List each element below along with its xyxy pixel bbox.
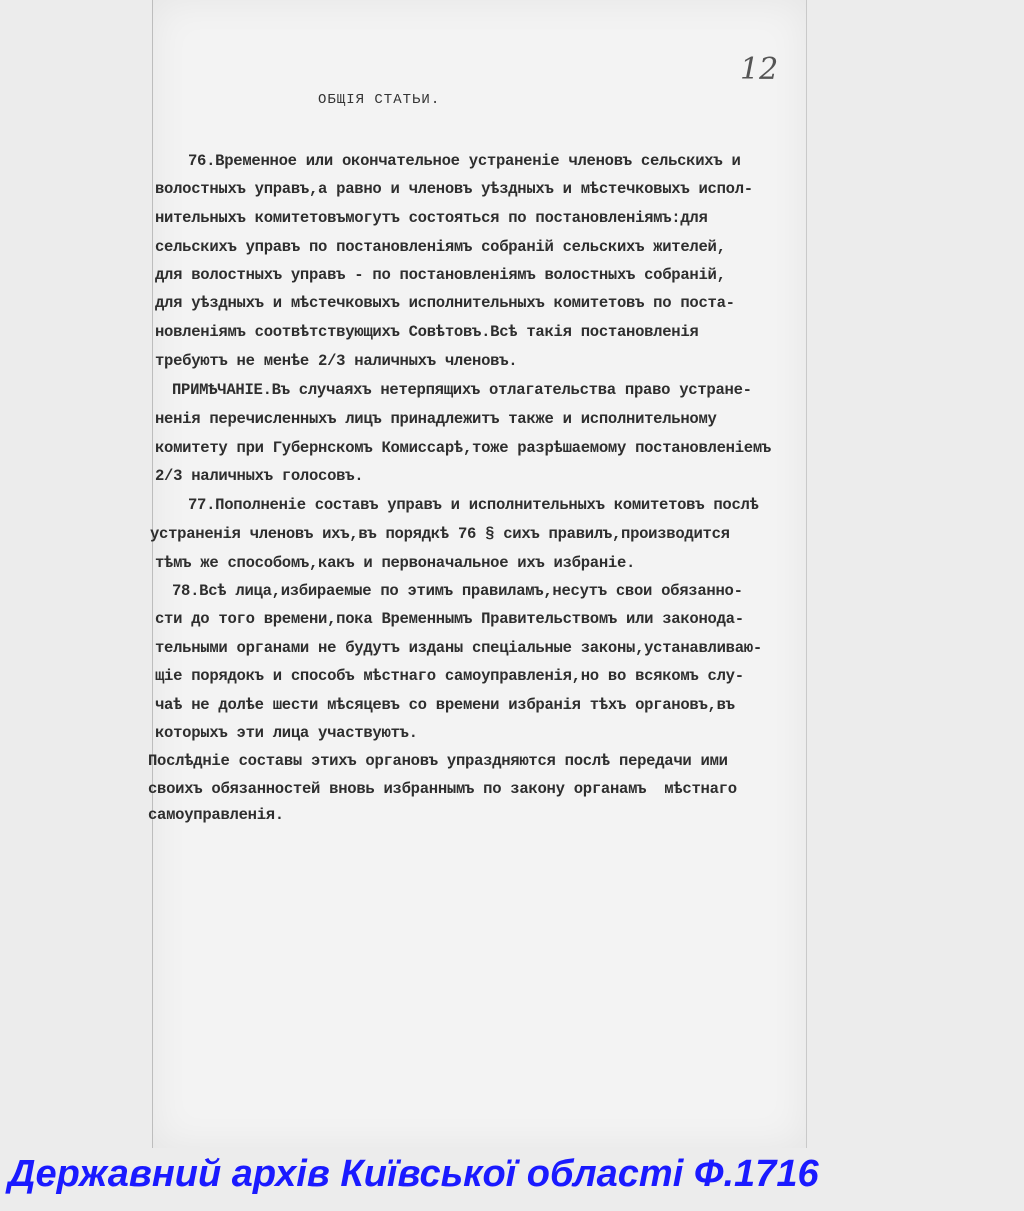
text-line: комитету при Губернскомъ Комиссарѣ,тоже разрѣшаемому постановленіемъ <box>155 439 771 457</box>
text-line: волостныхъ управъ,а равно и членовъ уѣздныхъ и мѣстечковыхъ испол- <box>155 180 753 198</box>
text-line: своихъ обязанностей вновь избраннымъ по закону органамъ мѣстнаго <box>148 780 737 798</box>
page-number: 12 <box>740 52 779 87</box>
document-title: ОБЩІЯ СТАТЬИ. <box>318 92 441 108</box>
text-line: ненія перечисленныхъ лицъ принадлежитъ также и исполнительному <box>155 410 717 428</box>
text-line: для волостныхъ управъ - по постановленіямъ волостныхъ собраній, <box>155 266 726 284</box>
text-line: тельными органами не будутъ изданы спеціальные законы,устанавливаю- <box>155 639 762 657</box>
text-line: 2/3 наличныхъ голосовъ. <box>155 467 364 485</box>
text-line: тѣмъ же способомъ,какъ и первоначальное ихъ избраніе. <box>155 554 636 572</box>
text-line: Послѣдніе составы этихъ органовъ упраздняются послѣ передачи ими <box>148 752 728 770</box>
text-line: нительныхъ комитетовъмогутъ состояться по постановленіямъ:для <box>155 209 708 227</box>
text-line: для уѣздныхъ и мѣстечковыхъ исполнительныхъ комитетовъ по поста- <box>155 294 735 312</box>
text-line: 78.Всѣ лица,избираемые по этимъ правиламъ,несутъ свои обязанно- <box>172 582 743 600</box>
text-line: сти до того времени,пока Временнымъ Правительствомъ или законода- <box>155 610 744 628</box>
text-line: чаѣ не долѣе шести мѣсяцевъ со времени избранія тѣхъ органовъ,въ <box>155 696 735 714</box>
archive-caption: Державний архів Київської області Ф.1716 <box>8 1153 819 1195</box>
text-line: щіе порядокъ и способъ мѣстнаго самоуправленія,но во всякомъ слу- <box>155 667 744 685</box>
text-line: устраненія членовъ ихъ,въ порядкѣ 76 § сихъ правилъ,производится <box>150 525 730 543</box>
text-line: 76.Временное или окончательное устраненіе членовъ сельскихъ и <box>188 152 741 170</box>
text-line: требуютъ не менѣе 2/3 наличныхъ членовъ. <box>155 352 518 370</box>
text-line: самоуправленія. <box>148 806 284 824</box>
text-line: новленіямъ соотвѣтствующихъ Совѣтовъ.Всѣ такія постановленія <box>155 323 699 341</box>
text-line: сельскихъ управъ по постановленіямъ собраній сельскихъ жителей, <box>155 238 726 256</box>
text-line: ПРИМѢЧАНІЕ.Въ случаяхъ нетерпящихъ отлагательства право устране- <box>172 381 752 399</box>
document-page <box>152 0 807 1148</box>
text-line: которыхъ эти лица участвуютъ. <box>155 724 418 742</box>
text-line: 77.Пополненіе составъ управъ и исполнительныхъ комитетовъ послѣ <box>188 496 759 514</box>
